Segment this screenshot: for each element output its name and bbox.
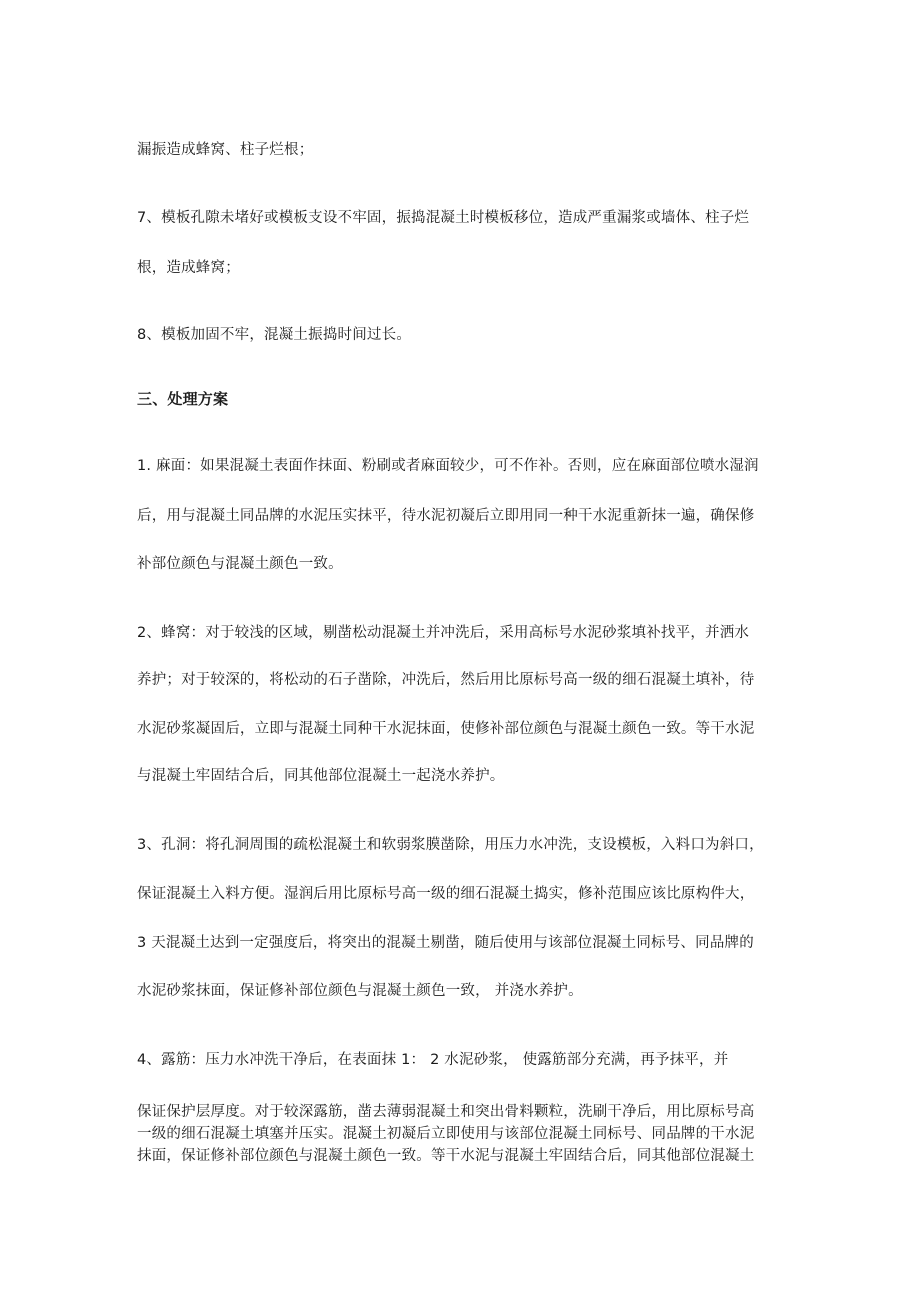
mamian-line-2: 后，用与混凝土同品牌的水泥压实抹平，待水泥初凝后立即用同一种干水泥重新抹一遍，确保修 <box>137 508 755 524</box>
item-7-line-2: 根，造成蜂窝； <box>137 260 240 276</box>
kongdong-line-4: 水泥砂浆抹面，保证修补部位颜色与混凝土颜色一致， 并浇水养护。 <box>137 983 583 999</box>
mamian-line-1: 1. 麻面：如果混凝土表面作抹面、粉刷或者麻面较少，可不作补。否则，应在麻面部位喷水湿润 <box>137 458 759 474</box>
kongdong-line-2: 保证混凝土入料方便。湿润后用比原标号高一级的细石混凝土捣实，修补范围应该比原构件大， <box>137 886 755 902</box>
fengwo-line-3: 水泥砂浆凝固后，立即与混凝土同种干水泥抹面，使修补部位颜色与混凝土颜色一致。等干水泥 <box>137 721 755 737</box>
item-7-line-1: 7、模板孔隙未堵好或模板支设不牢固，振捣混凝土时模板移位，造成严重漏浆或墙体、柱子烂 <box>137 210 750 226</box>
loujin-dense-line-1: 保证保护层厚度。对于较深露筋，凿去薄弱混凝土和突出骨料颗粒，洗刷干净后，用比原标号高 <box>137 1104 755 1120</box>
kongdong-line-3: 3 天混凝土达到一定强度后，将突出的混凝土剔凿，随后使用与该部位混凝土同标号、同品牌的 <box>137 935 754 951</box>
loujin-dense-block <box>137 1101 787 1167</box>
loujin-dense-line-2: 一级的细石混凝土填塞并压实。混凝土初凝后立即使用与该部位混凝土同标号、同品牌的干水泥 <box>137 1126 755 1142</box>
item-8-line: 8、模板加固不牢，混凝土振捣时间过长。 <box>137 327 412 343</box>
loujin-dense-line-3: 抹面，保证修补部位颜色与混凝土颜色一致。等干水泥与混凝土牢固结合后，同其他部位混凝土 <box>137 1148 755 1164</box>
loujin-line-1: 4、露筋：压力水冲洗干净后，在表面抹 1： 2 水泥砂浆， 使露筋部分充满，再予抹平，并 <box>137 1052 729 1068</box>
fengwo-line-4: 与混凝土牢固结合后，同其他部位混凝土一起浇水养护。 <box>137 768 505 784</box>
fengwo-line-2: 养护；对于较深的，将松动的石子凿除，冲洗后，然后用比原标号高一级的细石混凝土填补，待 <box>137 672 755 688</box>
section-heading: 三、处理方案 <box>137 390 229 408</box>
fengwo-line-1: 2、蜂窝：对于较浅的区域，剔凿松动混凝土并冲洗后，采用高标号水泥砂浆填补找平，并洒水 <box>137 625 750 641</box>
mamian-line-3: 补部位颜色与混凝土颜色一致。 <box>137 556 343 572</box>
text-line: 漏振造成蜂窝、柱子烂根； <box>137 142 314 158</box>
kongdong-line-1: 3、孔洞：将孔洞周围的疏松混凝土和软弱浆膜凿除，用压力水冲洗，支设模板，入料口为斜口， <box>137 837 764 853</box>
